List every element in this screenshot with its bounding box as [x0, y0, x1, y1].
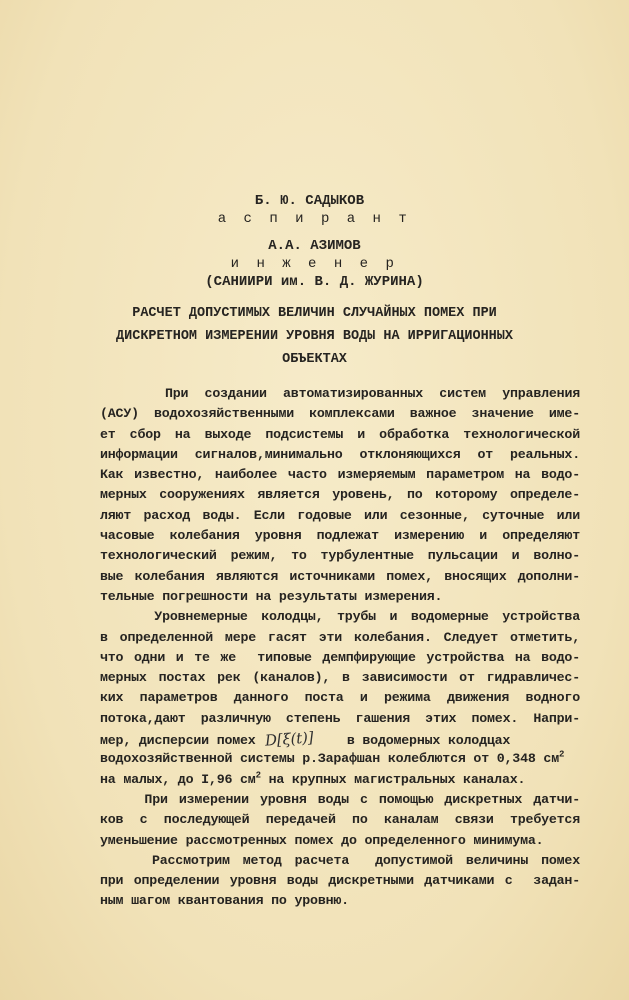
paragraph-line-with-formula — [100, 729, 580, 749]
paragraph-line — [100, 749, 580, 769]
formula-prefix: мер, дисперсии помех — [100, 733, 264, 749]
paragraph-line: Рассмотрим метод расчета допустимой величины помех — [100, 852, 580, 868]
paragraph-line: информации сигналов,минимально отклоняющихся от реальных. — [100, 446, 580, 462]
author2-name: А.А. АЗИМОВ — [268, 238, 361, 254]
paragraph-line: При измерении уровня воды с помощью дискретных датчи- — [100, 791, 580, 807]
paragraph-line: что одни и те же типовые демпфирующие устройства на водо- — [100, 649, 580, 665]
affiliation: (САНИИРИ им. В. Д. ЖУРИНА) — [205, 274, 424, 290]
authors-block — [0, 192, 629, 291]
line-text: водохозяйственной системы р.Зарафшан колеблются от 0,348 см — [100, 751, 559, 767]
paragraph-line: ет сбор на выходе подсистемы и обработка технологической — [100, 426, 580, 442]
handwritten-formula: D[ξ(t)] — [264, 728, 315, 750]
title-line: ОБЪЕКТАХ — [282, 352, 347, 367]
author1-role: а с п и р а н т — [217, 211, 412, 227]
paragraph-line: (АСУ) водохозяйственными комплексами важное значение име- — [100, 406, 580, 422]
formula-suffix: в водомерных колодцах — [315, 733, 511, 749]
paragraph-line: При создании автоматизированных систем управления — [100, 386, 580, 401]
paragraph-line: ков с последующей передачей по каналам связи требуется — [100, 812, 580, 828]
paragraph-line: часовые колебания уровня подлежат измерению и определяют — [100, 528, 580, 544]
paragraph-line: мерных постах рек (каналов), в зависимости от гидравличес- — [100, 670, 580, 686]
title-line: ДИСКРЕТНОМ ИЗМЕРЕНИИ УРОВНЯ ВОДЫ НА ИРРИГАЦИОННЫХ — [116, 329, 513, 344]
paragraph-line: при определении уровня воды дискретными датчиками с задан- — [100, 873, 580, 889]
paragraph-line: вые колебания являются источниками помех, вносящих дополни- — [100, 568, 580, 584]
paragraph-line: тельные погрешности на результаты измерения. — [100, 588, 443, 604]
paragraph-line — [100, 770, 580, 790]
paragraph-line: в определенной мере гасят эти колебания. Следует отметить, — [100, 629, 580, 645]
paragraph-line: ких параметров данного поста и режима движения водного — [100, 690, 580, 706]
article-body — [100, 384, 580, 912]
author1-name: Б. Ю. САДЫКОВ — [254, 193, 365, 209]
title-line: РАСЧЕТ ДОПУСТИМЫХ ВЕЛИЧИН СЛУЧАЙНЫХ ПОМЕХ ПРИ — [132, 306, 497, 321]
superscript: 2 — [255, 770, 261, 781]
paragraph-line: мерных сооружениях является уровень, по которому определе- — [100, 487, 580, 503]
article-title — [0, 302, 629, 371]
paragraph-line: ляют расход воды. Если годовые или сезонные, суточные или — [100, 507, 580, 523]
paragraph-line: Как известно, наиболее часто измеряемым параметром на водо- — [100, 467, 580, 483]
author2-role: и н ж е н е р — [230, 256, 399, 272]
paragraph-line: потока,дают различную степень гашения этих помех. Напри- — [100, 710, 580, 726]
paragraph-line: уменьшение рассмотренных помех до определенного минимума. — [100, 832, 544, 848]
paragraph-line: технологический режим, то турбулентные пульсации и волно- — [100, 548, 580, 564]
superscript: 2 — [559, 749, 565, 760]
paragraph-line: Уровнемерные колодцы, трубы и водомерные устройства — [100, 609, 580, 625]
line-text: на малых, до I,96 см — [100, 771, 256, 787]
line-text: на крупных магистральных каналах. — [260, 771, 526, 787]
paragraph-line: ным шагом квантования по уровню. — [100, 893, 349, 909]
